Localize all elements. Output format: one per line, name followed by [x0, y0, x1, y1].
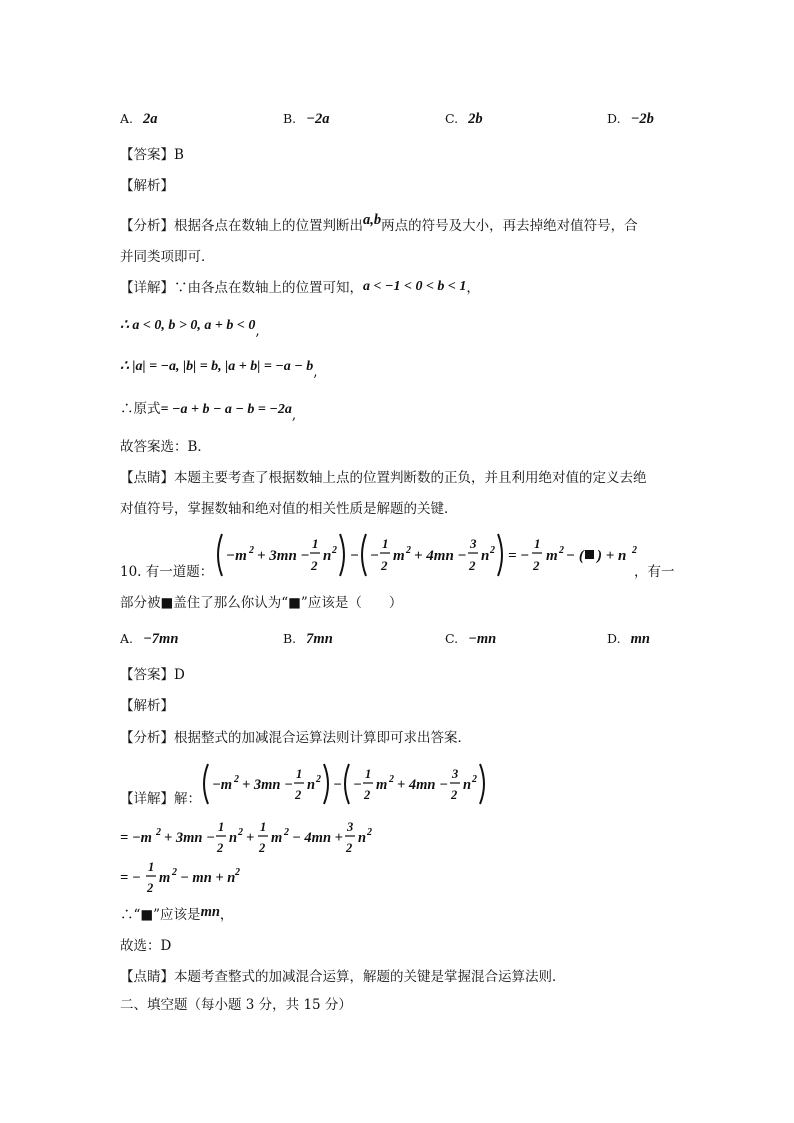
- q10-equation: [216, 530, 644, 580]
- svg-text:m: m: [159, 870, 171, 886]
- svg-text:m: m: [546, 548, 558, 564]
- math-inequality: a < −1 < 0 < b < 1: [363, 279, 467, 294]
- q9-analysis-title: 【解析】: [120, 178, 174, 194]
- svg-text:2: 2: [346, 841, 353, 855]
- option-label: A.: [120, 631, 134, 646]
- svg-text:2: 2: [367, 827, 372, 838]
- svg-text:n: n: [463, 777, 472, 793]
- svg-text:2: 2: [311, 558, 318, 573]
- q9-fenxi-line2: 并同类项即可．: [120, 249, 215, 265]
- svg-text:+ 4mn −: + 4mn −: [414, 548, 467, 564]
- q9-option-a: [120, 111, 158, 128]
- q10-detail-prefix: 【详解】解：: [120, 791, 201, 807]
- svg-text:2: 2: [364, 788, 371, 802]
- q9-step3: ∴原式= −a + b − a − b = −2a,: [120, 401, 297, 423]
- svg-text:2: 2: [156, 827, 161, 838]
- text: 两点的符号及大小，再去掉绝对值符号，合: [381, 218, 638, 234]
- text: 【详解】∵由各点在数轴上的位置可知，: [120, 280, 363, 296]
- option-value: −7mn: [143, 631, 179, 647]
- svg-text:1: 1: [296, 767, 303, 781]
- svg-text:2: 2: [284, 827, 289, 838]
- q9-step2: ∴ |a| = −a, |b| = b, |a + b| = −a − b,: [120, 359, 318, 380]
- section-heading: 二、填空题（每小题 3 分，共 15 分）: [120, 997, 352, 1013]
- text: ∴“■”应该是: [120, 907, 201, 923]
- svg-text:= −: = −: [120, 870, 141, 886]
- math-step3: = −a + b − a − b = −2a: [160, 402, 292, 417]
- svg-text:2: 2: [234, 774, 239, 785]
- svg-text:1: 1: [148, 860, 155, 874]
- svg-text:m: m: [271, 830, 283, 846]
- svg-text:2: 2: [332, 545, 337, 556]
- svg-text:− mn + n: − mn + n: [180, 870, 236, 886]
- svg-text:1: 1: [218, 820, 225, 834]
- q10-stem-suffix: ，有一: [634, 564, 675, 580]
- svg-text:m: m: [376, 777, 388, 793]
- svg-text:1: 1: [312, 536, 319, 551]
- svg-text:2: 2: [238, 827, 243, 838]
- svg-text:2: 2: [469, 558, 476, 573]
- option-label: B.: [283, 111, 297, 126]
- svg-text:−: −: [333, 777, 342, 793]
- text: ∴原式: [120, 401, 161, 417]
- svg-text:− (: − (: [566, 548, 584, 564]
- svg-text:1: 1: [382, 536, 389, 551]
- math-step2: ∴ |a| = −a, |b| = b, |a + b| = −a − b: [120, 359, 314, 374]
- option-label: A.: [120, 111, 134, 126]
- svg-text:−: −: [350, 548, 360, 564]
- q10-answer: 【答案】D: [120, 667, 185, 683]
- q9-answer: 【答案】B: [120, 147, 184, 163]
- svg-text:1: 1: [534, 536, 541, 551]
- text: ，: [219, 907, 234, 923]
- svg-text:1: 1: [365, 767, 372, 781]
- svg-text:+: +: [246, 830, 255, 846]
- svg-text:2: 2: [147, 881, 154, 895]
- q9-detail-line: 【详解】∵由各点在数轴上的位置可知，a < −1 < 0 < b < 1，: [120, 279, 480, 296]
- option-label: C.: [445, 111, 459, 126]
- svg-text:= −m: = −m: [120, 830, 152, 846]
- q10-conclusion: [120, 906, 233, 924]
- math-mn: mn: [200, 904, 220, 920]
- math-ab: a,b: [363, 212, 382, 228]
- option-value: −mn: [468, 631, 497, 647]
- svg-text:2: 2: [632, 545, 637, 556]
- option-label: D.: [607, 111, 621, 126]
- option-label: D.: [607, 631, 621, 646]
- option-value: −2b: [630, 111, 654, 127]
- svg-text:= −: = −: [508, 548, 530, 564]
- svg-text:m: m: [393, 548, 405, 564]
- svg-text:2: 2: [235, 867, 240, 878]
- q9-option-b: [283, 111, 329, 128]
- q10-step2-expression: [118, 858, 248, 898]
- option-label: B.: [283, 631, 297, 646]
- q9-option-d: [607, 111, 654, 128]
- q9-step1: ∴ a < 0, b > 0, a + b < 0,: [120, 318, 260, 339]
- q10-option-a: [120, 631, 178, 648]
- svg-text:2: 2: [381, 558, 388, 573]
- svg-text:n: n: [307, 777, 316, 793]
- option-value: 2b: [468, 111, 483, 127]
- text: 【分析】根据各点在数轴上的位置判断出: [120, 218, 363, 234]
- svg-text:3: 3: [347, 820, 354, 834]
- svg-text:−: −: [370, 548, 380, 564]
- option-label: C.: [445, 631, 459, 646]
- svg-text:) + n: ) + n: [597, 548, 627, 564]
- option-value: 2a: [143, 111, 158, 127]
- q10-choose: 故选：D: [120, 938, 172, 954]
- svg-text:n: n: [481, 548, 490, 564]
- svg-text:−m: −m: [226, 548, 247, 564]
- svg-text:2: 2: [451, 788, 458, 802]
- option-value: 7mn: [306, 631, 333, 647]
- svg-text:+ 3mn −: + 3mn −: [164, 830, 215, 846]
- svg-text:+ 4mn −: + 4mn −: [397, 777, 448, 793]
- q10-step1-expression: [118, 818, 388, 858]
- q10-stem-prefix: 10. 有一道题：: [120, 564, 214, 580]
- svg-text:2: 2: [472, 774, 477, 785]
- svg-text:n: n: [323, 548, 332, 564]
- q9-fenxi-line1: [120, 212, 638, 235]
- svg-text:−: −: [353, 777, 362, 793]
- svg-text:n: n: [358, 830, 367, 846]
- q9-option-c: [445, 111, 483, 128]
- option-value: mn: [630, 631, 650, 647]
- q10-analysis-title: 【解析】: [120, 698, 174, 714]
- q10-option-d: [607, 631, 650, 648]
- svg-text:2: 2: [217, 841, 224, 855]
- q10-dianjing: 【点睛】本题考查整式的加减混合运算，解题的关键是掌握混合运算法则．: [120, 969, 566, 985]
- q9-dianjing-line2: 对值符号，掌握数轴和绝对值的相关性质是解题的关键．: [120, 501, 458, 517]
- svg-text:1: 1: [260, 820, 267, 834]
- q10-stem-line2: 部分被■盖住了那么你认为“■”应该是（ ）: [120, 595, 403, 611]
- svg-text:2: 2: [249, 545, 254, 556]
- math-step1: ∴ a < 0, b > 0, a + b < 0: [120, 318, 256, 333]
- svg-text:2: 2: [490, 545, 495, 556]
- q10-option-c: [445, 631, 496, 648]
- svg-text:2: 2: [259, 841, 266, 855]
- svg-text:+ 3mn −: + 3mn −: [242, 777, 293, 793]
- q9-choose: 故答案选：B．: [120, 439, 211, 455]
- q10-fenxi: 【分析】根据整式的加减混合运算法则计算即可求出答案．: [120, 730, 471, 746]
- svg-text:3: 3: [470, 536, 477, 551]
- option-value: −2a: [306, 111, 330, 127]
- q10-detail-expression: [202, 761, 498, 807]
- svg-text:2: 2: [389, 774, 394, 785]
- svg-text:2: 2: [316, 774, 321, 785]
- svg-text:2: 2: [406, 545, 411, 556]
- q9-dianjing-line1: 【点睛】本题主要考查了根据数轴上点的位置判断数的正负，并且利用绝对值的定义去绝: [120, 470, 647, 486]
- svg-text:2: 2: [559, 545, 564, 556]
- svg-text:2: 2: [172, 867, 177, 878]
- svg-text:−m: −m: [212, 777, 233, 793]
- svg-text:3: 3: [452, 767, 459, 781]
- svg-text:n: n: [229, 830, 238, 846]
- svg-text:2: 2: [533, 558, 540, 573]
- svg-text:− 4mn +: − 4mn +: [292, 830, 343, 846]
- q10-option-b: [283, 631, 333, 648]
- svg-text:+ 3mn −: + 3mn −: [257, 548, 310, 564]
- svg-text:2: 2: [295, 788, 302, 802]
